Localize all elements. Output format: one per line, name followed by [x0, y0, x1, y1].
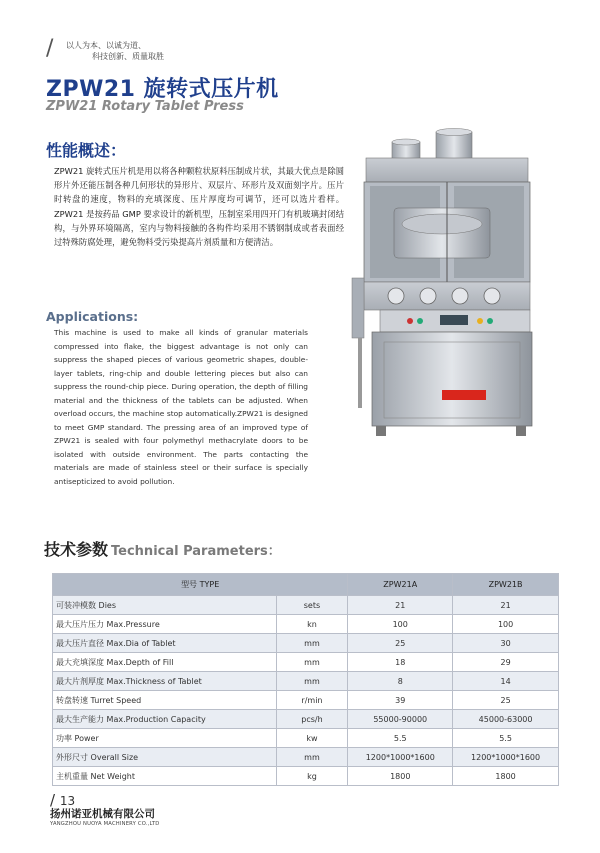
row-unit: mm [276, 748, 348, 767]
slogan-slash: / [46, 36, 54, 61]
row-value-b: 25 [453, 691, 559, 710]
overview-body: ZPW21 旋转式压片机是用以将各种颗粒状原料压制成片状，其最大优点是除圆形片外还能压制各种几何形状的异形片、双层片、环形片及双面刻字片。压片时转盘的速度，物料的充填深度、压片厚度均可调节，还可以选片看样。ZPW21 是按药品 GMP 要求设计的新机型，压制室采用四开门有机玻璃封闭结构，与外界环境隔离，室内与物料接触的各构件均采用不锈钢制成或者表面经过特殊防腐处理，避免物料受污染提高片剂质量和方便清洁。 [54, 166, 344, 248]
row-name: 最大充填深度 Max.Depth of Fill [53, 653, 277, 672]
table-row [53, 653, 559, 672]
col-model-b: ZPW21B [453, 574, 559, 596]
row-value-b: 5.5 [453, 729, 559, 748]
row-unit: mm [276, 634, 348, 653]
page-number-slash: / [50, 791, 60, 809]
table-row [53, 748, 559, 767]
row-value-a: 100 [348, 615, 453, 634]
row-name: 最大片剂厚度 Max.Thickness of Tablet [53, 672, 277, 691]
row-value-b: 1200*1000*1600 [453, 748, 559, 767]
row-unit: kn [276, 615, 348, 634]
page-title-cn: ZPW21 旋转式压片机 [46, 77, 279, 102]
tech-params-heading [44, 537, 281, 560]
tech-heading-en: Technical Parameters： [111, 544, 281, 559]
table-row [53, 596, 559, 615]
row-value-a: 21 [348, 596, 453, 615]
applications-heading: Applications: [46, 309, 139, 324]
overview-heading: 性能概述： [46, 141, 127, 160]
row-value-a: 8 [348, 672, 453, 691]
applications-body: This machine is used to make all kinds of granular materials compressed into flake, the biggest advantage is not only can suppress the shaped pieces of various geometric shapes, double-layer tablets, ring-chip and double lettering pieces but also can suppress the round-chip piece. During operation, the depth of filling material and the thickness of the tablets can be adjusted. When overload occurs, the machine stop automatically.ZPW21 is designed to meet GMP standard. The pressing area of an improved type of ZPW21 is sealed with four polymethyl methacrylate doors to be isolated with outside environment. The parts contacting the materials are made of stainless steel or their surface is specially antisepticized to avoid pollution. [54, 328, 308, 486]
row-value-b: 14 [453, 672, 559, 691]
row-unit: pcs/h [276, 710, 348, 729]
row-name: 外形尺寸 Overall Size [53, 748, 277, 767]
row-name: 功率 Power [53, 729, 277, 748]
row-unit: mm [276, 653, 348, 672]
row-value-b: 30 [453, 634, 559, 653]
page-number-value: 13 [59, 794, 76, 808]
row-value-b: 100 [453, 615, 559, 634]
row-value-a: 5.5 [348, 729, 453, 748]
table-row [53, 634, 559, 653]
row-value-b: 1800 [453, 767, 559, 786]
row-name: 可装冲模数 Dies [53, 596, 277, 615]
row-value-a: 25 [348, 634, 453, 653]
page-title-en: ZPW21 Rotary Tablet Press [46, 99, 244, 114]
tech-heading-cn: 技术参数 [44, 540, 109, 559]
row-unit: sets [276, 596, 348, 615]
tablet-press-machine-image [350, 128, 540, 448]
table-row [53, 767, 559, 786]
row-name: 最大压片压力 Max.Pressure [53, 615, 277, 634]
row-name: 转盘转速 Turret Speed [53, 691, 277, 710]
col-type: 型号 TYPE [53, 574, 348, 596]
table-row [53, 691, 559, 710]
table-row [53, 729, 559, 748]
row-value-b: 29 [453, 653, 559, 672]
table-row [53, 615, 559, 634]
row-value-a: 1200*1000*1600 [348, 748, 453, 767]
row-value-a: 39 [348, 691, 453, 710]
row-unit: kw [276, 729, 348, 748]
row-name: 最大生产能力 Max.Production Capacity [53, 710, 277, 729]
table-row [53, 672, 559, 691]
slogan-line-2: 科技创新、质量取胜 [92, 52, 164, 61]
col-model-a: ZPW21A [348, 574, 453, 596]
company-name-en: YANGZHOU NUOYA MACHINERY CO.,LTD [50, 821, 160, 827]
row-unit: r/min [276, 691, 348, 710]
table-header-row [53, 574, 559, 596]
row-value-b: 21 [453, 596, 559, 615]
row-unit: kg [276, 767, 348, 786]
row-value-a: 1800 [348, 767, 453, 786]
row-value-b: 45000-63000 [453, 710, 559, 729]
row-name: 主机重量 Net Weight [53, 767, 277, 786]
table-row [53, 710, 559, 729]
tech-params-table [52, 573, 559, 786]
row-value-a: 18 [348, 653, 453, 672]
slogan-line-1: 以人为本、以诚为道、 [66, 41, 146, 50]
row-unit: mm [276, 672, 348, 691]
company-name-cn: 扬州诺亚机械有限公司 [50, 808, 155, 820]
row-value-a: 55000-90000 [348, 710, 453, 729]
row-name: 最大压片直径 Max.Dia of Tablet [53, 634, 277, 653]
